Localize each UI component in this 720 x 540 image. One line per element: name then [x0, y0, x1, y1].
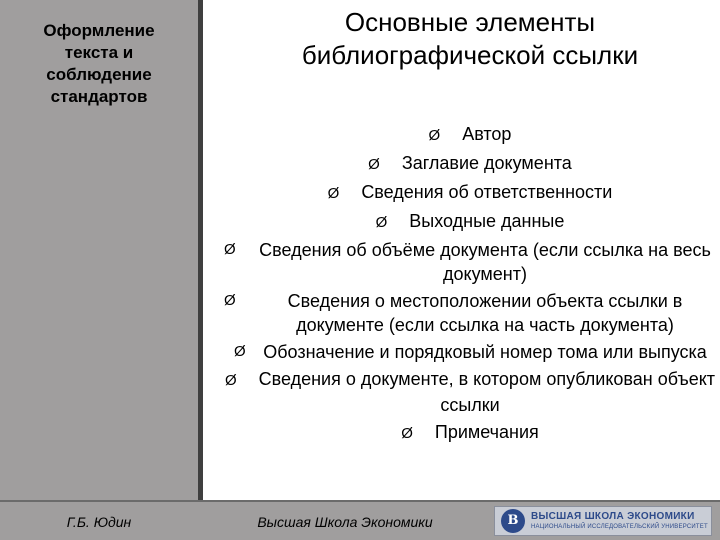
vertical-divider — [198, 0, 203, 500]
sidebar-title-line: Оформление — [43, 21, 155, 40]
hse-seal-icon: В — [501, 509, 525, 533]
arrow-bullet-icon: Ø — [368, 156, 380, 173]
arrow-bullet-icon: Ø — [234, 343, 246, 360]
bullet-item — [220, 122, 720, 148]
bullet-text: Примечания — [434, 422, 539, 442]
bullet-text: Сведения о местоположении объекта ссылки в документе (если ссылка на часть документа) — [287, 291, 683, 335]
arrow-bullet-icon: Ø — [224, 292, 236, 309]
footer-author: Г.Б. Юдин — [66, 514, 132, 530]
bullet-item — [220, 340, 720, 364]
footer-school-name: Высшая Школа Экономики — [257, 514, 433, 530]
bullet-text: Обозначение и порядковый номер тома или выпуска — [263, 342, 707, 362]
bullet-text: Заглавие документа — [401, 153, 572, 173]
sidebar-title-line: соблюдение — [46, 65, 152, 84]
bullet-text: Сведения об объёме документа (если ссылка на весь документ) — [259, 240, 711, 284]
bullet-text: Автор — [462, 124, 512, 144]
bullet-text: Выходные данные — [409, 211, 565, 231]
bullet-item — [220, 151, 720, 177]
footer-bar — [0, 500, 720, 540]
bullet-item — [220, 367, 720, 417]
arrow-bullet-icon: Ø — [224, 241, 236, 258]
arrow-bullet-icon: Ø — [224, 372, 237, 389]
bullet-item — [220, 289, 720, 337]
arrow-bullet-icon: Ø — [401, 425, 413, 442]
sidebar-panel — [0, 0, 198, 540]
bullet-item — [220, 420, 720, 446]
bullet-item — [220, 209, 720, 235]
sidebar-title — [0, 20, 198, 108]
sidebar-title-line: текста и — [64, 43, 134, 62]
arrow-bullet-icon: Ø — [375, 214, 388, 231]
arrow-bullet-icon: Ø — [327, 185, 340, 202]
arrow-bullet-icon: Ø — [428, 127, 441, 144]
bullet-list — [220, 122, 720, 449]
slide-title — [220, 6, 720, 72]
sidebar-title-line: стандартов — [50, 87, 148, 106]
logo-main-text: ВЫСШАЯ ШКОЛА ЭКОНОМИКИ — [531, 511, 695, 522]
slide-title-line1: Основные элементы — [344, 7, 596, 37]
bullet-text: Сведения об ответственности — [361, 182, 613, 202]
bullet-item — [220, 238, 720, 286]
bullet-item — [220, 180, 720, 206]
hse-logo — [494, 506, 712, 536]
bullet-text: Сведения о документе, в котором опубликован объект ссылки — [258, 369, 716, 415]
logo-sub-text: НАЦИОНАЛЬНЫЙ ИССЛЕДОВАТЕЛЬСКИЙ УНИВЕРСИТЕТ — [531, 524, 708, 530]
slide-title-line2: библиографической ссылки — [301, 40, 639, 70]
